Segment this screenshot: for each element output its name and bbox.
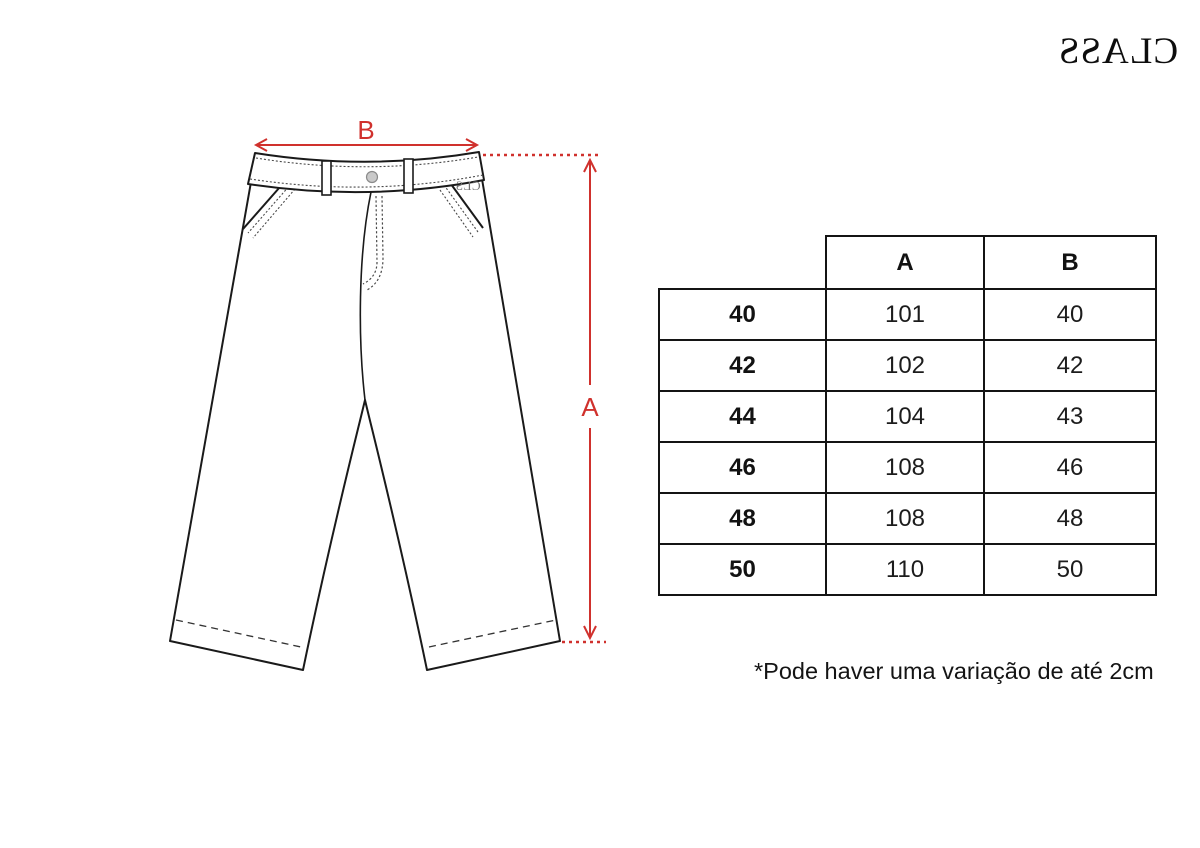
table-row [659, 544, 1156, 595]
measure-a-cell: 104 [826, 391, 984, 442]
column-header-a: A [826, 236, 984, 289]
garment-logo: CLS [455, 178, 481, 193]
dimension-label-a: A [581, 392, 599, 422]
measure-b-cell: 46 [984, 442, 1156, 493]
size-cell: 40 [659, 289, 826, 340]
table-header-row [659, 236, 1156, 289]
dimension-label-b: B [357, 115, 375, 145]
table-row [659, 391, 1156, 442]
column-header-b: B [984, 236, 1156, 289]
measure-b-cell: 48 [984, 493, 1156, 544]
size-table [658, 235, 1157, 596]
measure-b-cell: 40 [984, 289, 1156, 340]
waist-button [367, 172, 378, 183]
measure-a-cell: 108 [826, 493, 984, 544]
measure-a-cell: 101 [826, 289, 984, 340]
size-cell: 50 [659, 544, 826, 595]
measure-a-cell: 102 [826, 340, 984, 391]
measure-b-cell: 50 [984, 544, 1156, 595]
footnote: *Pode haver uma variação de até 2cm [754, 658, 1154, 684]
table-row [659, 442, 1156, 493]
size-table-body [659, 289, 1156, 595]
table-row [659, 289, 1156, 340]
brand-logo: CLASS [1057, 31, 1179, 72]
measure-a-cell: 108 [826, 442, 984, 493]
blank-corner-cell [659, 236, 826, 289]
pants-outline [170, 179, 560, 670]
size-cell: 46 [659, 442, 826, 493]
size-cell: 44 [659, 391, 826, 442]
waistband [248, 152, 484, 192]
table-row [659, 340, 1156, 391]
measure-b-cell: 43 [984, 391, 1156, 442]
size-cell: 48 [659, 493, 826, 544]
measure-b-cell: 42 [984, 340, 1156, 391]
measure-a-cell: 110 [826, 544, 984, 595]
size-cell: 42 [659, 340, 826, 391]
table-row [659, 493, 1156, 544]
